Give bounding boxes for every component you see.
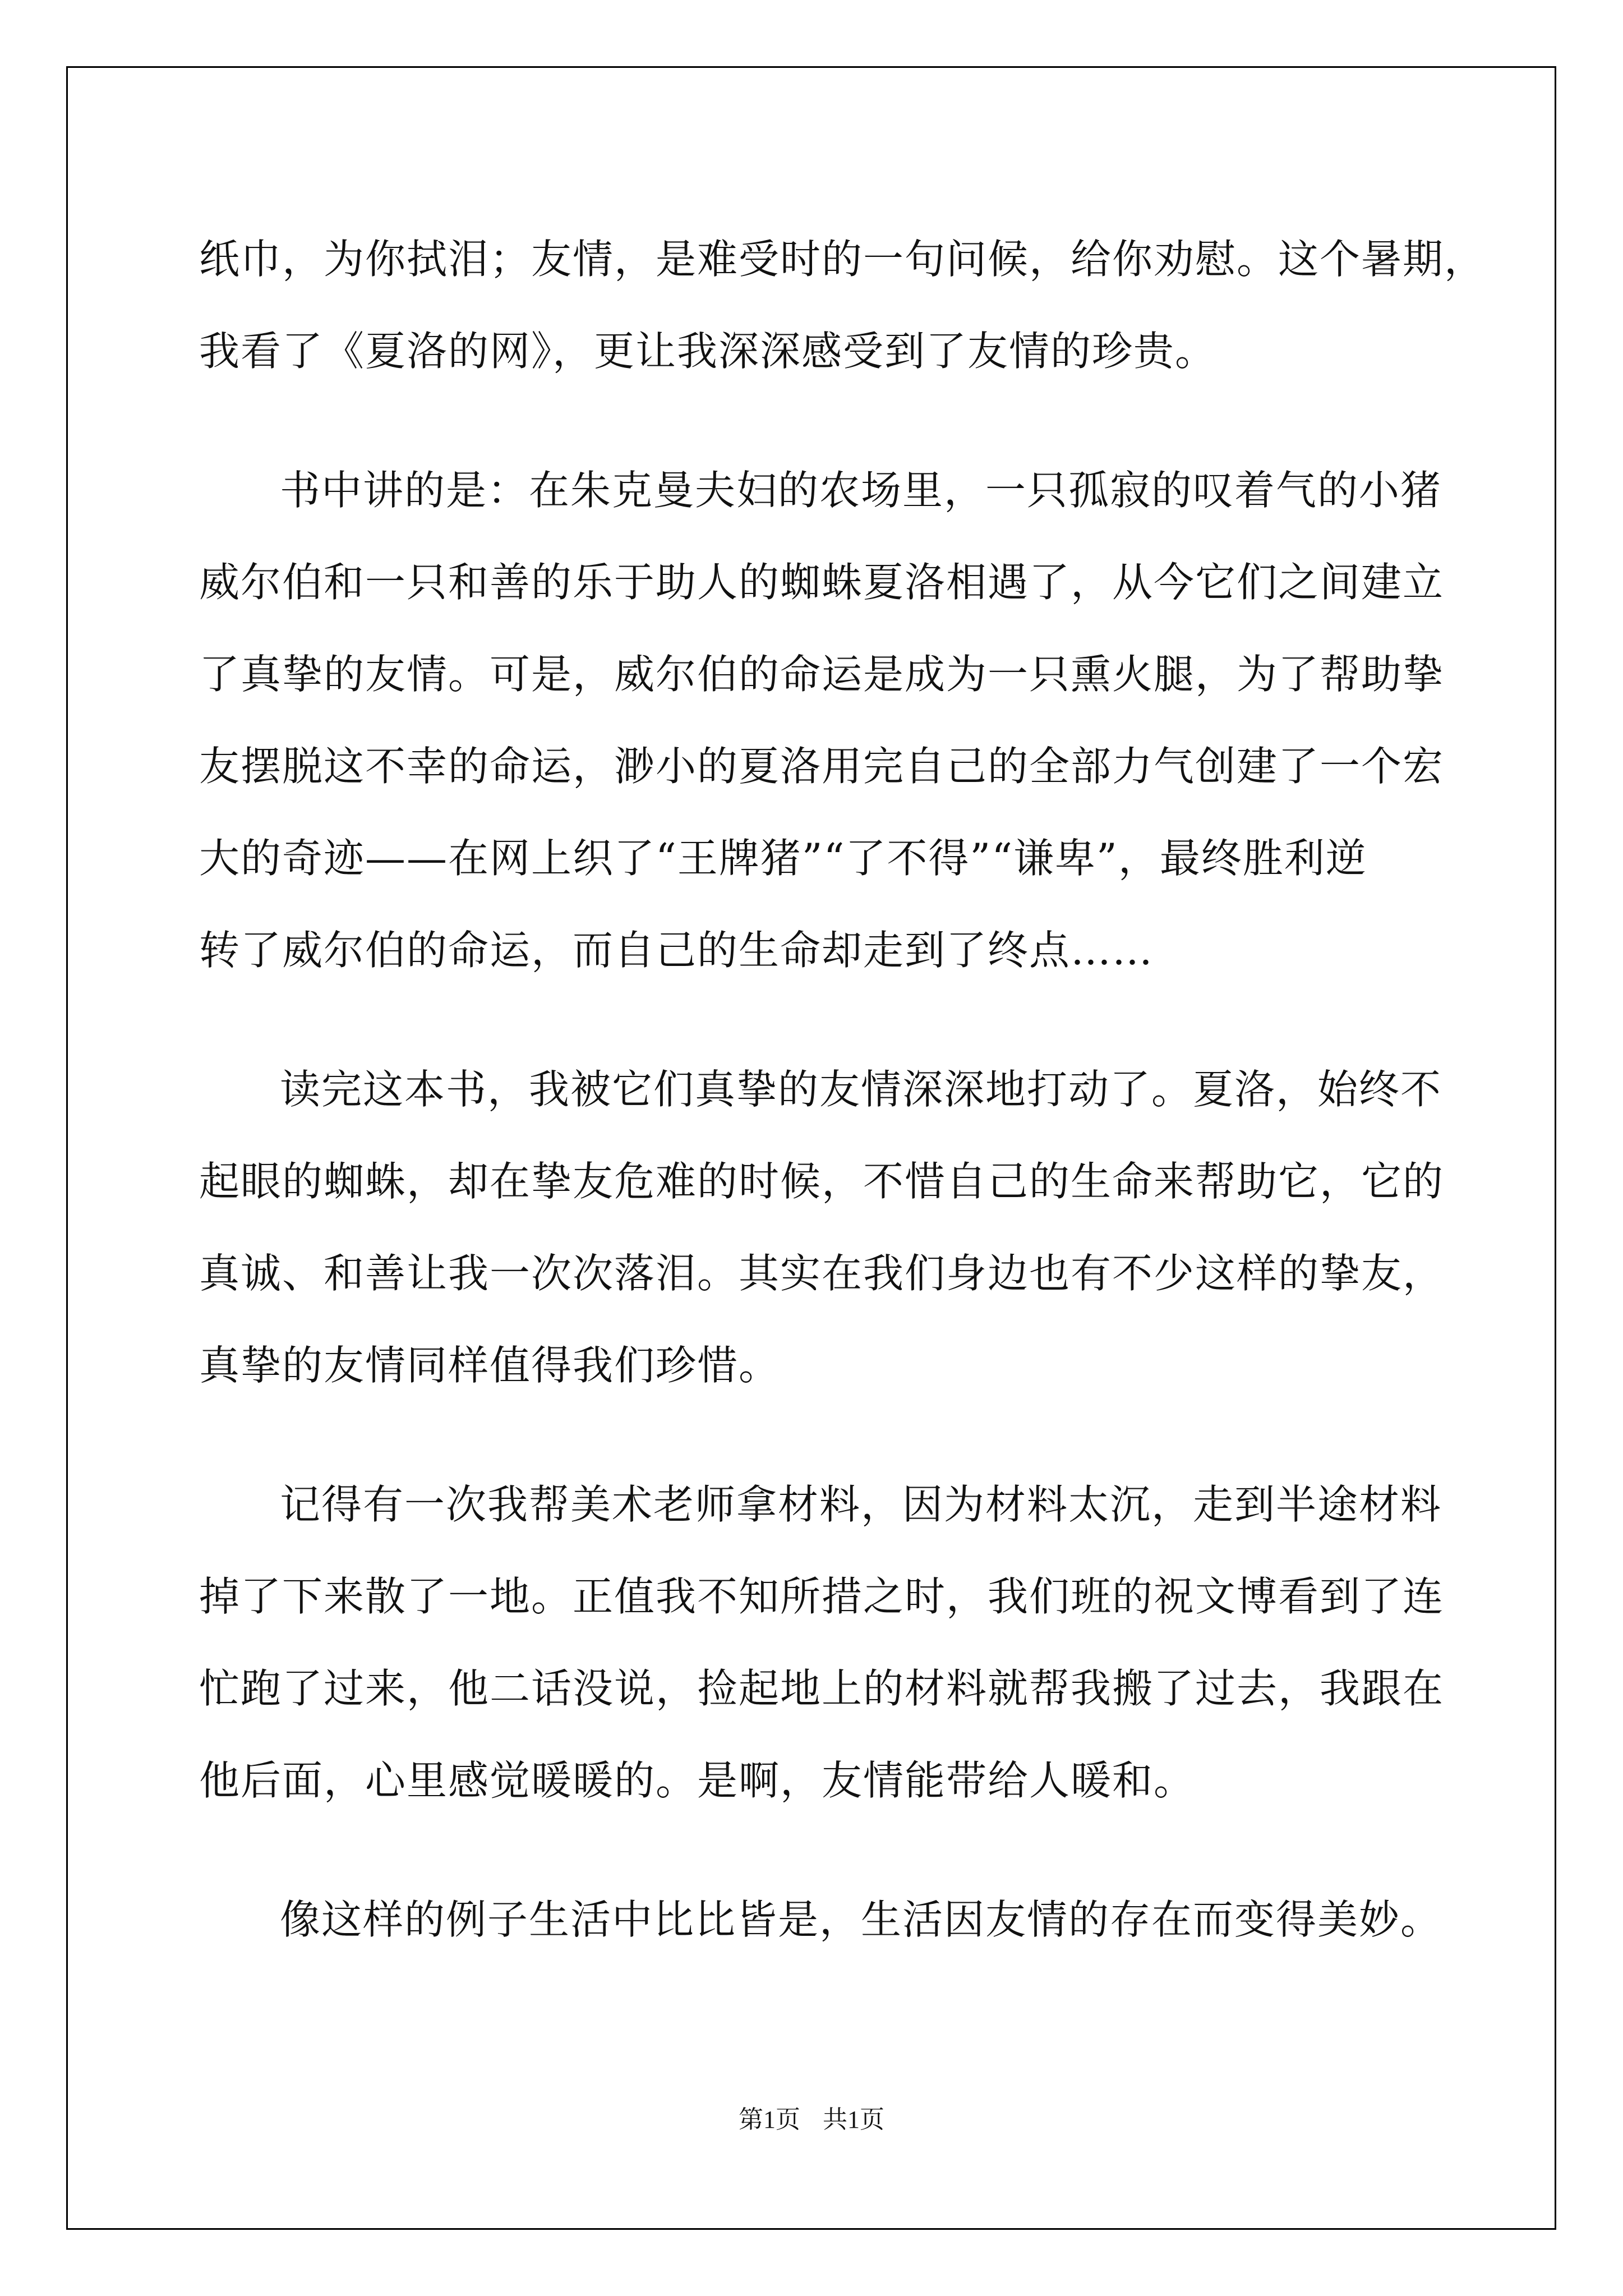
text-line: 书中讲的是：在朱克曼夫妇的农场里，一只孤寂的叹着气的小猪 [280,467,1442,514]
text-line: 真诚、和善让我一次次落泪。其实在我们身边也有不少这样的挚友， [199,1250,1445,1297]
text-line: 记得有一次我帮美术老师拿材料，因为材料太沉，走到半途材料 [280,1481,1442,1528]
text-line: 真挚的友情同样值得我们珍惜。 [199,1342,781,1389]
page-footer [0,2099,1623,2135]
text-line: 威尔伯和一只和善的乐于助人的蜘蛛夏洛相遇了，从今它们之间建立 [199,559,1445,606]
page-total: 共1页 [823,2106,884,2133]
text-line: 大的奇迹——在网上织了“王牌猪”“了不得”“谦卑”，最终胜利逆 [199,835,1367,882]
paragraph [199,1043,1445,1411]
paragraph [199,444,1445,996]
text-line: 他后面，心里感觉暖暖的。是啊，友情能带给人暖和。 [199,1757,1196,1804]
text-line: 转了威尔伯的命运，而自己的生命却走到了终点…… [199,927,1154,974]
text-line: 读完这本书，我被它们真挚的友情深深地打动了。夏洛，始终不 [280,1066,1442,1113]
paragraph [199,213,1486,397]
text-line: 纸巾，为你拭泪；友情，是难受时的一句问候，给你劝慰。这个暑期， [199,236,1486,283]
page-number: 第1页 [739,2106,800,2133]
paragraph [199,1874,1442,1966]
text-line: 我看了《夏洛的网》，更让我深深感受到了友情的珍贵。 [199,328,1217,375]
paragraph [199,1458,1445,1826]
text-line: 友摆脱这不幸的命运，渺小的夏洛用完自己的全部力气创建了一个宏 [199,743,1445,790]
document-body [199,213,1486,1966]
text-line: 起眼的蜘蛛，却在挚友危难的时候，不惜自己的生命来帮助它，它的 [199,1158,1445,1205]
text-line: 像这样的例子生活中比比皆是，生活因友情的存在而变得美妙。 [280,1896,1442,1943]
text-line: 忙跑了过来，他二话没说，捡起地上的材料就帮我搬了过去，我跟在 [199,1665,1445,1712]
text-line: 掉了下来散了一地。正值我不知所措之时，我们班的祝文博看到了连 [199,1573,1445,1620]
text-line: 了真挚的友情。可是，威尔伯的命运是成为一只熏火腿，为了帮助挚 [199,651,1445,698]
